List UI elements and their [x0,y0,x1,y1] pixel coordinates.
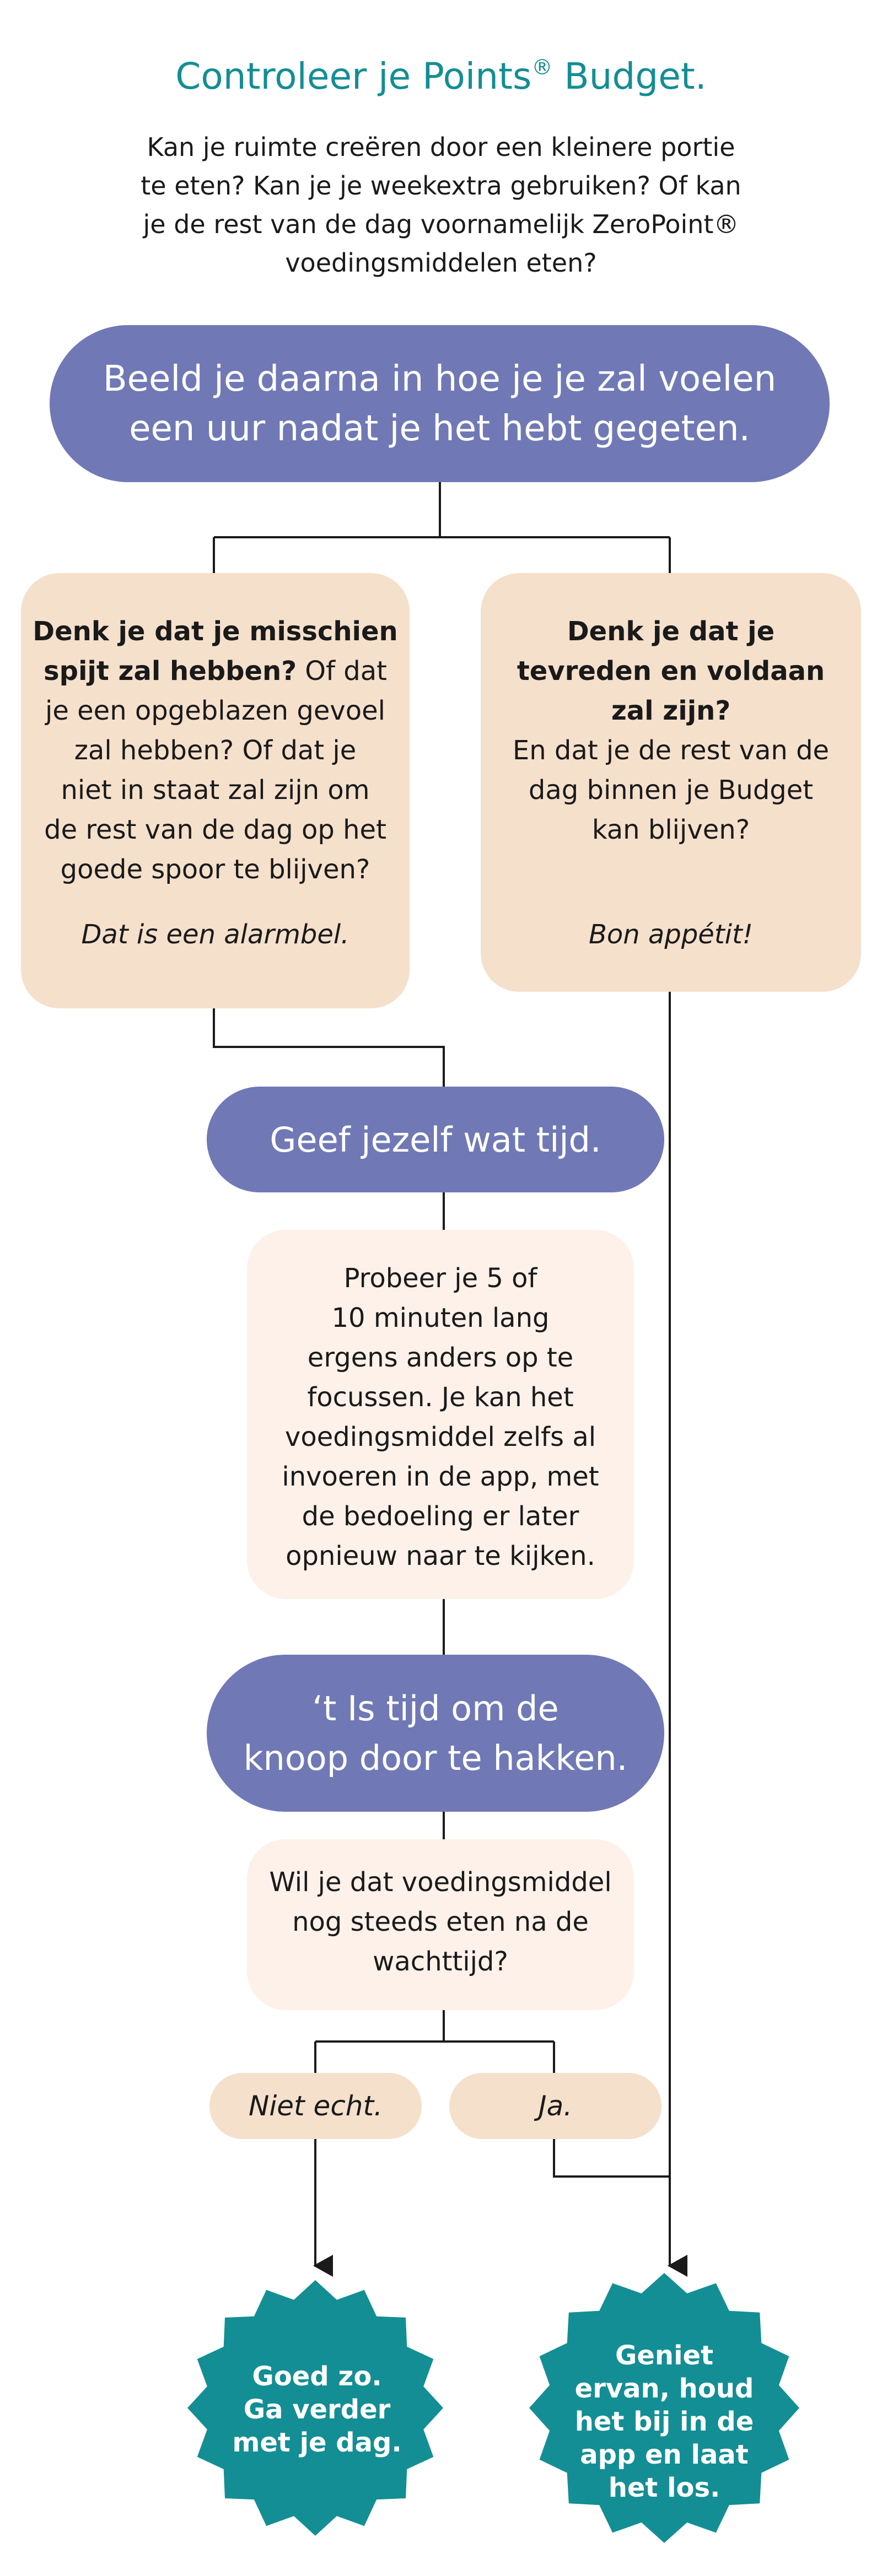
right-branch-footer: Bon appétit! [588,919,754,950]
outcome-right-line: het los. [608,2472,720,2503]
step-try-line: focussen. Je kan het [307,1382,574,1413]
title-main: Controleer je Points [175,55,532,98]
connector-top-split [214,482,670,573]
option-no-label: Niet echt. [249,2090,383,2122]
outcome-left-line: Goed zo. [252,2361,382,2392]
left-branch-line: goede spoor te blijven? [60,854,370,885]
left-branch-line: niet in staat zal zijn om [61,775,370,806]
outcome-right-text [548,2339,780,2504]
step-question-box [247,1839,634,2010]
outcome-right-line: het bij in de [574,2406,754,2437]
title-end: Budget. [552,55,707,98]
step-imagine-line: een uur nadat je het hebt gegeten. [129,408,750,449]
left-branch-box [21,573,410,1008]
right-branch-line: kan blijven? [591,814,750,845]
right-branch-box [481,573,861,992]
step-imagine-pill [50,325,830,482]
right-branch-line: dag binnen je Budget [528,775,814,806]
page-title [0,55,882,98]
step-decide-line: ‘t Is tijd om de [312,1688,559,1729]
step-time-pill [207,1087,664,1192]
left-branch-footer: Dat is een alarmbel. [81,919,349,950]
outcome-right-line: ervan, houd [574,2373,754,2404]
step-try-line: 10 minuten lang [331,1303,550,1333]
right-branch-bold: tevreden en voldaan [517,656,825,687]
step-question-line: Wil je dat voedingsmiddel [269,1867,612,1898]
step-try-line: opnieuw naar te kijken. [286,1541,595,1571]
option-yes-label: Ja. [538,2090,573,2122]
right-branch-line: En dat je de rest van de [512,735,830,766]
intro-line: Kan je ruimte creëren door een kleinere portie [147,132,735,162]
outcome-right-line: Geniet [615,2340,714,2371]
step-imagine-line: Beeld je daarna in hoe je je zal voelen [103,358,777,399]
step-question-line: nog steeds eten na de [292,1907,589,1937]
connector-left-to-time [214,1008,444,1087]
step-try-line: de bedoeling er later [302,1501,579,1532]
outcome-right-line: app en laat [580,2439,749,2470]
step-try-line: voedingsmiddel zelfs al [284,1422,596,1452]
left-branch-line: zal hebben? Of dat je [74,735,357,766]
option-no [209,2073,422,2139]
left-branch-line: de rest van de dag op het [44,814,386,845]
left-branch-inline: Of dat [297,656,387,687]
right-branch-bold: Denk je dat je [567,616,775,647]
intro-line: voedingsmiddelen eten? [285,248,597,278]
intro-line: je de rest van de dag voornamelijk ZeroPoint® [143,209,739,239]
intro-line: te eten? Kan je je weekextra gebruiken? Of kan [141,171,741,201]
right-branch-bold: zal zijn? [611,695,731,726]
outcome-left-text [218,2360,416,2459]
outcome-left-line: Ga verder [243,2394,391,2425]
intro-text [99,128,783,282]
step-decide-pill [207,1655,664,1812]
connector-yes-join [554,2139,670,2177]
step-time-label: Geef jezelf wat tijd. [270,1119,601,1160]
left-branch-line: je een opgeblazen gevoel [45,695,385,726]
step-try-line: ergens anders op te [307,1342,574,1373]
connector-question-split [315,2010,554,2073]
step-question-line: wachttijd? [373,1946,508,1977]
option-yes [449,2073,662,2139]
left-branch-bold: Denk je dat je misschien [33,616,398,647]
step-try-box [247,1230,634,1599]
outcome-left-line: met je dag. [232,2427,402,2458]
step-decide-line: knoop door te hakken. [243,1737,628,1778]
step-try-line: invoeren in de app, met [282,1461,599,1492]
step-try-line: Probeer je 5 of [343,1263,537,1294]
left-branch-bold: spijt zal hebben? [44,656,297,687]
title-registered-mark: ® [531,55,553,79]
